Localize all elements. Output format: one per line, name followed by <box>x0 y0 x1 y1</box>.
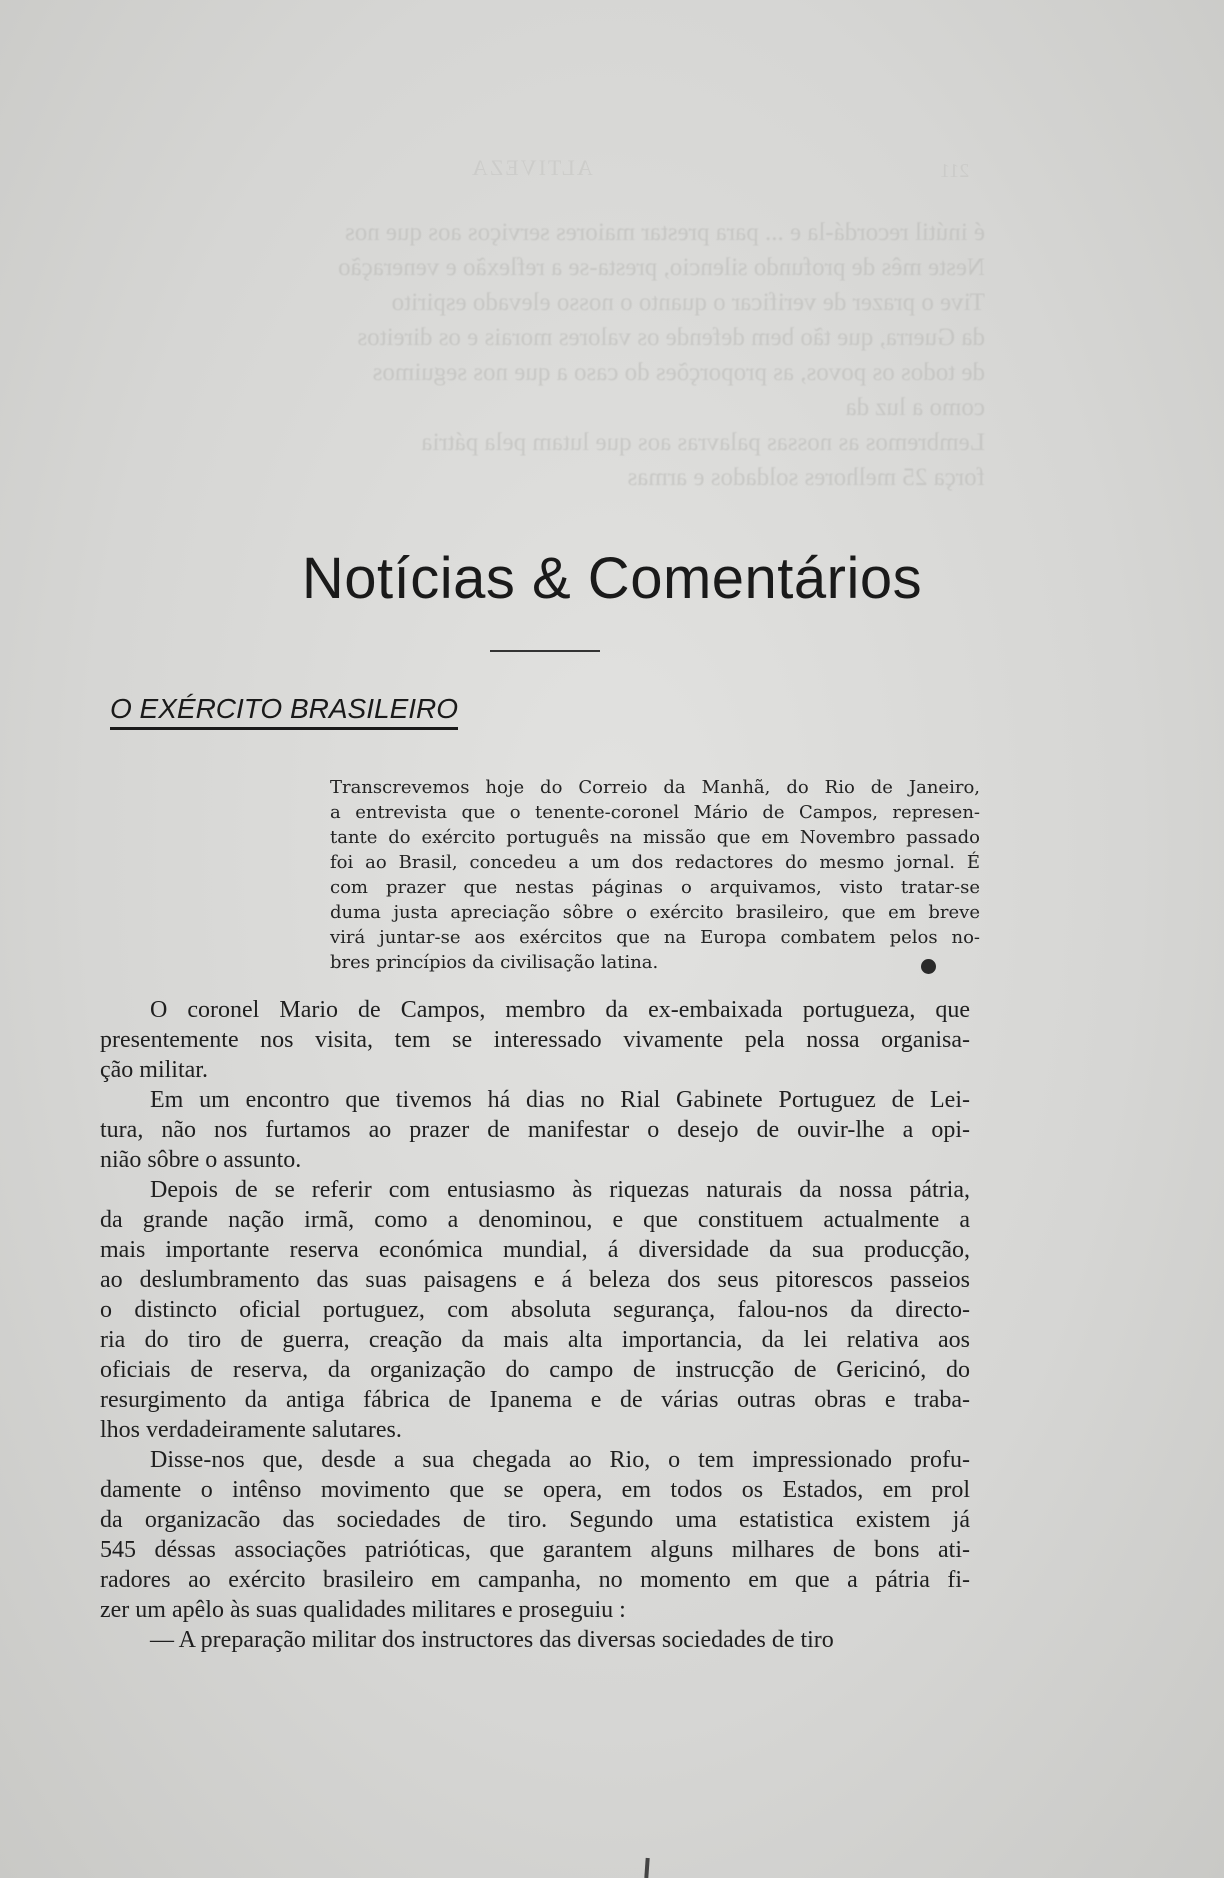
ink-mark <box>644 1858 649 1878</box>
body-line: ção militar. <box>100 1057 208 1083</box>
bleed-through-header: ALTIVEZA <box>470 155 593 180</box>
article-body <box>100 995 970 1655</box>
body-line: Em um encontro que tivemos há dias no Rial Gabinete Portuguez de Lei- <box>150 1087 970 1113</box>
body-line: resurgimento da antiga fábrica de Ipanema e de várias outras obras e traba- <box>100 1387 970 1413</box>
body-line: O coronel Mario de Campos, membro da ex-embaixada portugueza, que <box>150 997 970 1023</box>
intro-line: virá juntar-se aos exércitos que na Europa combatem pelos no- <box>330 927 980 948</box>
bleed-through-text <box>105 215 985 495</box>
bleed-line: de todos os povos, as proporções do caso a que nos seguimos <box>372 359 985 386</box>
bleed-line: Lembremos as nossas palavras aos que lutam pela pátria <box>421 429 985 456</box>
body-line: damente o intênso movimento que se opera, em todos os Estados, em prol <box>100 1477 970 1503</box>
body-line: o distincto oficial portuguez, com absoluta segurança, falou-nos da directo- <box>100 1297 970 1323</box>
body-line: Depois de se referir com entusiasmo às riquezas naturais da nossa pátria, <box>150 1177 970 1203</box>
bleed-line: da Guerra, que tão bem defende os valores morais e os direitos <box>357 324 985 351</box>
body-line: da grande nação irmã, como a denominou, e que constituem actualmente a <box>100 1207 970 1233</box>
body-line: — A preparação militar dos instructores das diversas sociedades de tiro <box>150 1627 834 1653</box>
intro-paragraph <box>330 775 980 975</box>
bleed-line: como a luz da <box>845 394 985 421</box>
body-line: ao deslumbramento das suas paisagens e á beleza dos seus pitorescos passeios <box>100 1267 970 1293</box>
intro-line: a entrevista que o tenente-coronel Mário de Campos, represen- <box>330 802 980 823</box>
bleed-line: Tive o prazer de verificar o quanto o nosso elevado espirito <box>391 289 985 316</box>
body-line: zer um apêlo às suas qualidades militares e proseguiu : <box>100 1597 626 1623</box>
intro-line: Transcrevemos hoje do Correio da Manhã, do Rio de Janeiro, <box>330 777 980 798</box>
body-line: presentemente nos visita, tem se interessado vivamente pela nossa organisa- <box>100 1027 970 1053</box>
body-line: ria do tiro de guerra, creação da mais alta importancia, da lei relativa aos <box>100 1327 970 1353</box>
bleed-line: força 25 melhores soldados e armas <box>627 464 985 491</box>
intro-line: foi ao Brasil, concedeu a um dos redactores do mesmo jornal. É <box>330 852 980 873</box>
intro-line: com prazer que nestas páginas o arquivamos, visto tratar-se <box>330 877 980 898</box>
ornament-dot <box>921 959 936 974</box>
page-title: Notícias & Comentários <box>301 546 923 611</box>
body-line: Disse-nos que, desde a sua chegada ao Rio, o tem impressionado profu- <box>150 1447 970 1473</box>
title-divider <box>490 650 600 652</box>
body-line: tura, não nos furtamos ao prazer de manifestar o desejo de ouvir-lhe a opi- <box>100 1117 970 1143</box>
body-line: oficiais de reserva, da organização do campo de instrucção de Gericinó, do <box>100 1357 970 1383</box>
bleed-line: Neste mês de profundo silencio, presta-se a reflexão e veneração <box>338 254 985 281</box>
body-line: lhos verdadeiramente salutares. <box>100 1417 402 1443</box>
bleed-line: é inútil recordá-la e ... para prestar maiores serviços aos que nos <box>344 219 985 246</box>
body-line: 545 déssas associações patrióticas, que garantem alguns milhares de bons ati- <box>100 1537 970 1563</box>
body-line: da organizacão das sociedades de tiro. Segundo uma estatistica existem já <box>100 1507 970 1533</box>
bleed-through-page-number: 211 <box>940 160 970 182</box>
body-line: nião sôbre o assunto. <box>100 1147 302 1173</box>
intro-line: duma justa apreciação sôbre o exército brasileiro, que em breve <box>330 902 980 923</box>
section-heading: O EXÉRCITO BRASILEIRO <box>110 693 458 730</box>
intro-line: tante do exército português na missão que em Novembro passado <box>330 827 980 848</box>
intro-line: bres princípios da civilisação latina. <box>330 952 659 973</box>
body-line: mais importante reserva económica mundial, á diversidade da sua producção, <box>100 1237 970 1263</box>
body-line: radores ao exército brasileiro em campanha, no momento em que a pátria fi- <box>100 1567 970 1593</box>
